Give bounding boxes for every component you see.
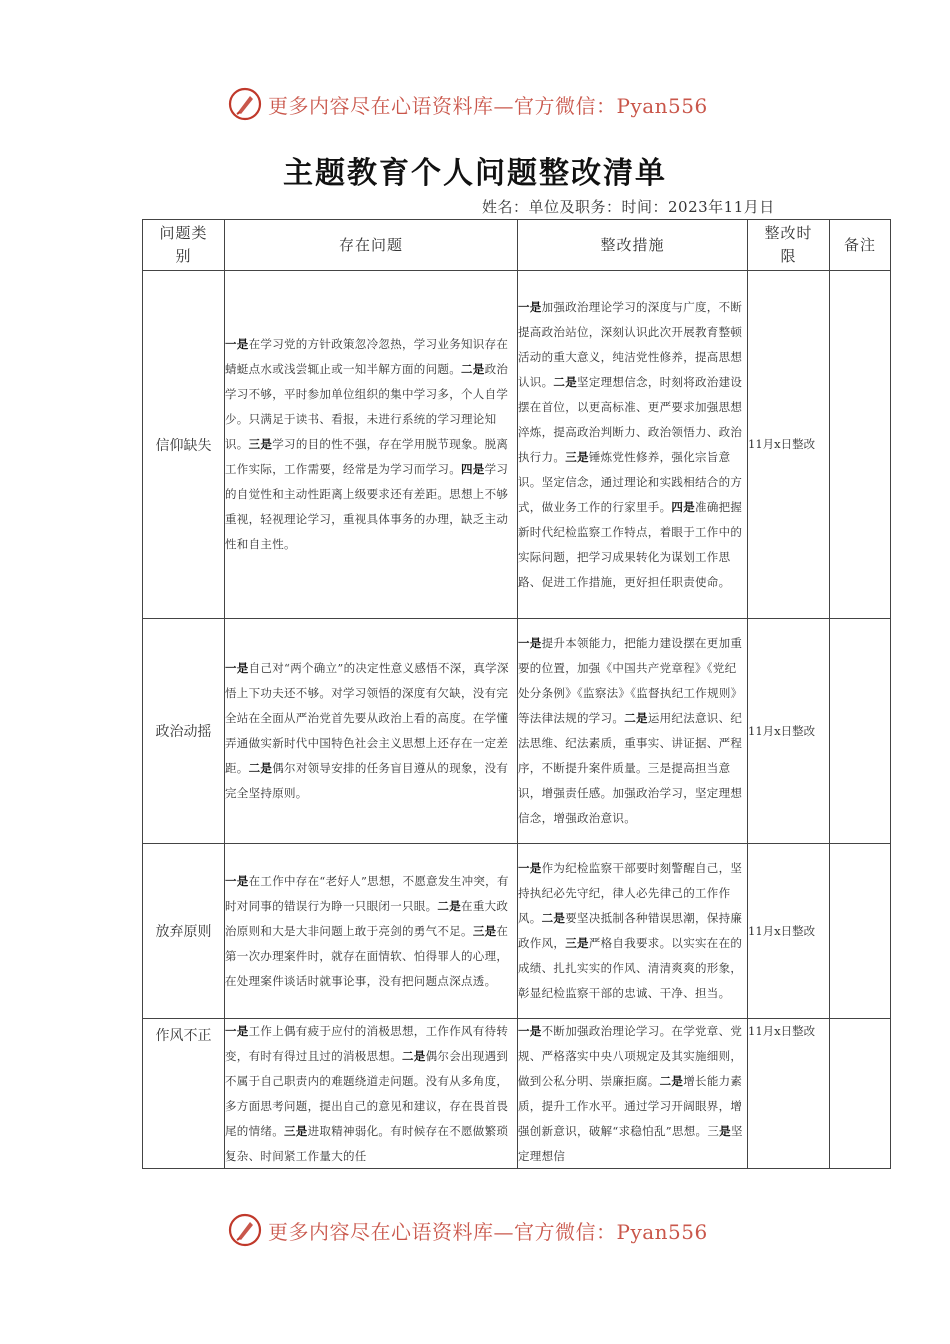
row-measure: 一是提升本领能力，把能力建设摆在更加重要的位置，加强《中国共产党章程》《党纪处分条例》《监察法》《监督执纪工作规则》等法律法规的学习。二是运用纪法意识、纪法思维、纪法素质，重事实、讲证据、严程序，不断提升案件质量。三是提高担当意识，增强责任感。加强政治学习，坚定理想信念，增强政治意识。	[518, 619, 748, 844]
ordinal-marker: 一是	[225, 661, 249, 675]
row-remark	[830, 271, 891, 619]
row-remark	[830, 619, 891, 844]
rectification-table	[142, 219, 891, 1169]
quill-logo-icon	[228, 1213, 262, 1247]
ordinal-marker: 三是	[248, 437, 273, 451]
watermark-banner-top	[228, 84, 708, 124]
row-deadline: 11月x日整改	[748, 271, 830, 619]
row-deadline: 11月x日整改	[748, 844, 830, 1019]
ordinal-marker: 四是	[461, 462, 485, 476]
ordinal-marker: 二是	[461, 362, 485, 376]
row-problem-text: 一是工作上偶有疲于应付的消极思想，工作作风有待转变，有时有得过且过的消极思想。二是偶尔会出现遇到不属于自己职责内的难题绕道走问题。没有从多角度，多方面思考问题，提出自己的意见和建议，存在畏首畏尾的情绪。三是进取精神弱化。有时候存在不愿做繁琐复杂、时间紧工作量大的任	[225, 1024, 509, 1163]
table-row	[143, 271, 891, 619]
table-row	[143, 1019, 891, 1169]
row-problem: 一是在学习党的方针政策忽冷忽热，学习业务知识存在蜻蜓点水或浅尝辄止或一知半解方面的问题。二是政治学习不够，平时参加单位组织的集中学习多，个人自学少。只满足于读书、看报，未进行系统的学习理论知识。三是学习的目的性不强，存在学用脱节现象。脱离工作实际，工作需要，经常是为学习而学习。四是学习的自觉性和主动性距离上级要求还有差距。思想上不够重视，轻视理论学习，重视具体事务的办理，缺乏主动性和自主性。	[225, 271, 518, 619]
ordinal-marker: 一是	[518, 1024, 542, 1038]
row-problem: 一是自己对“两个确立”的决定性意义感悟不深，真学深悟上下功夫还不够。对学习领悟的深度有欠缺，没有完全站在全面从严治党首先要从政治上看的高度。在学懂弄通做实新时代中国特色社会主义思想上还存在一定差距。二是偶尔对领导安排的任务盲目遵从的现象，没有完全坚持原则。	[225, 619, 518, 844]
row-category: 信仰缺失	[143, 271, 225, 619]
ordinal-marker: 一是	[518, 861, 542, 875]
ordinal-marker: 三是	[565, 936, 589, 950]
row-category: 作风不正	[143, 1019, 225, 1169]
ordinal-marker: 一是	[518, 299, 542, 314]
page-title: 主题教育个人问题整改清单	[283, 156, 667, 191]
row-deadline: 11月x日整改	[748, 1019, 830, 1169]
row-remark	[830, 1019, 891, 1169]
row-problem	[225, 1019, 518, 1169]
ordinal-marker: 是	[719, 1124, 731, 1138]
row-remark	[830, 844, 891, 1019]
header-category: 问题类别	[143, 220, 225, 271]
header-deadline: 整改时限	[748, 220, 830, 271]
watermark-text: 更多内容尽在心语资料库—官方微信：Pyan556	[268, 1219, 708, 1244]
header-problem: 存在问题	[225, 220, 518, 271]
table-header-row	[143, 220, 891, 271]
table-row	[143, 619, 891, 844]
ordinal-marker: 二是	[541, 911, 566, 925]
row-category: 放弃原则	[143, 844, 225, 1019]
ordinal-marker: 一是	[225, 1024, 249, 1038]
ordinal-marker: 三是	[284, 1124, 308, 1138]
ordinal-marker: 三是	[565, 449, 589, 464]
table-row	[143, 844, 891, 1019]
ordinal-marker: 一是	[518, 636, 542, 650]
ordinal-marker: 一是	[225, 337, 249, 351]
row-category: 政治动摇	[143, 619, 225, 844]
quill-logo-icon	[228, 87, 262, 121]
ordinal-marker: 二是	[402, 1049, 426, 1063]
row-problem: 一是在工作中存在“老好人”思想，不愿意发生冲突，有时对同事的错误行为睁一只眼闭一只眼。二是在重大政治原则和大是大非问题上敢于亮剑的勇气不足。三是在第一次办理案件时，就存在面情软、怕得罪人的心理，在处理案件谈话时就事论事，没有把问题点深点透。	[225, 844, 518, 1019]
header-measure: 整改措施	[518, 220, 748, 271]
ordinal-marker: 二是	[248, 761, 273, 775]
row-measure	[518, 1019, 748, 1169]
ordinal-marker: 四是	[671, 499, 696, 514]
meta-line: 姓名：单位及职务：时间：2023年11月日	[482, 198, 775, 216]
row-deadline: 11月x日整改	[748, 619, 830, 844]
ordinal-marker: 二是	[553, 374, 578, 389]
ordinal-marker: 二是	[659, 1074, 684, 1088]
row-measure-text: 一是不断加强政治理论学习。在学党章、党规、严格落实中央八项规定及其实施细则，做到公私分明、崇廉拒腐。二是增长能力素质，提升工作水平。通过学习开阔眼界，增强创新意识，破解“求稳怕乱”思想。三是坚定理想信	[518, 1024, 743, 1163]
watermark-banner-bottom	[228, 1210, 708, 1250]
ordinal-marker: 三是	[472, 923, 497, 938]
watermark-text: 更多内容尽在心语资料库—官方微信：Pyan556	[268, 93, 708, 118]
row-measure: 一是作为纪检监察干部要时刻警醒自己，坚持执纪必先守纪，律人必先律己的工作作风。二是要坚决抵制各种错误思潮，保持廉政作风，三是严格自我要求。以实实在在的成绩、扎扎实实的作风、清清爽爽的形象，彰显纪检监察干部的忠诚、干净、担当。	[518, 844, 748, 1019]
header-remark: 备注	[830, 220, 891, 271]
ordinal-marker: 二是	[624, 711, 648, 725]
ordinal-marker: 二是	[437, 898, 462, 913]
row-measure: 一是加强政治理论学习的深度与广度，不断提高政治站位，深刻认识此次开展教育整顿活动的重大意义，纯洁党性修养，提高思想认识。二是坚定理想信念，时刻将政治建设摆在首位，以更高标准、更严要求加强思想淬炼，提高政治判断力、政治领悟力、政治执行力。三是锤炼党性修养，强化宗旨意识。坚定信念，通过理论和实践相结合的方式，做业务工作的行家里手。四是准确把握新时代纪检监察工作特点，着眼于工作中的实际问题，把学习成果转化为谋划工作思路、促进工作措施，更好担任职责使命。	[518, 271, 748, 619]
ordinal-marker: 一是	[225, 873, 249, 888]
